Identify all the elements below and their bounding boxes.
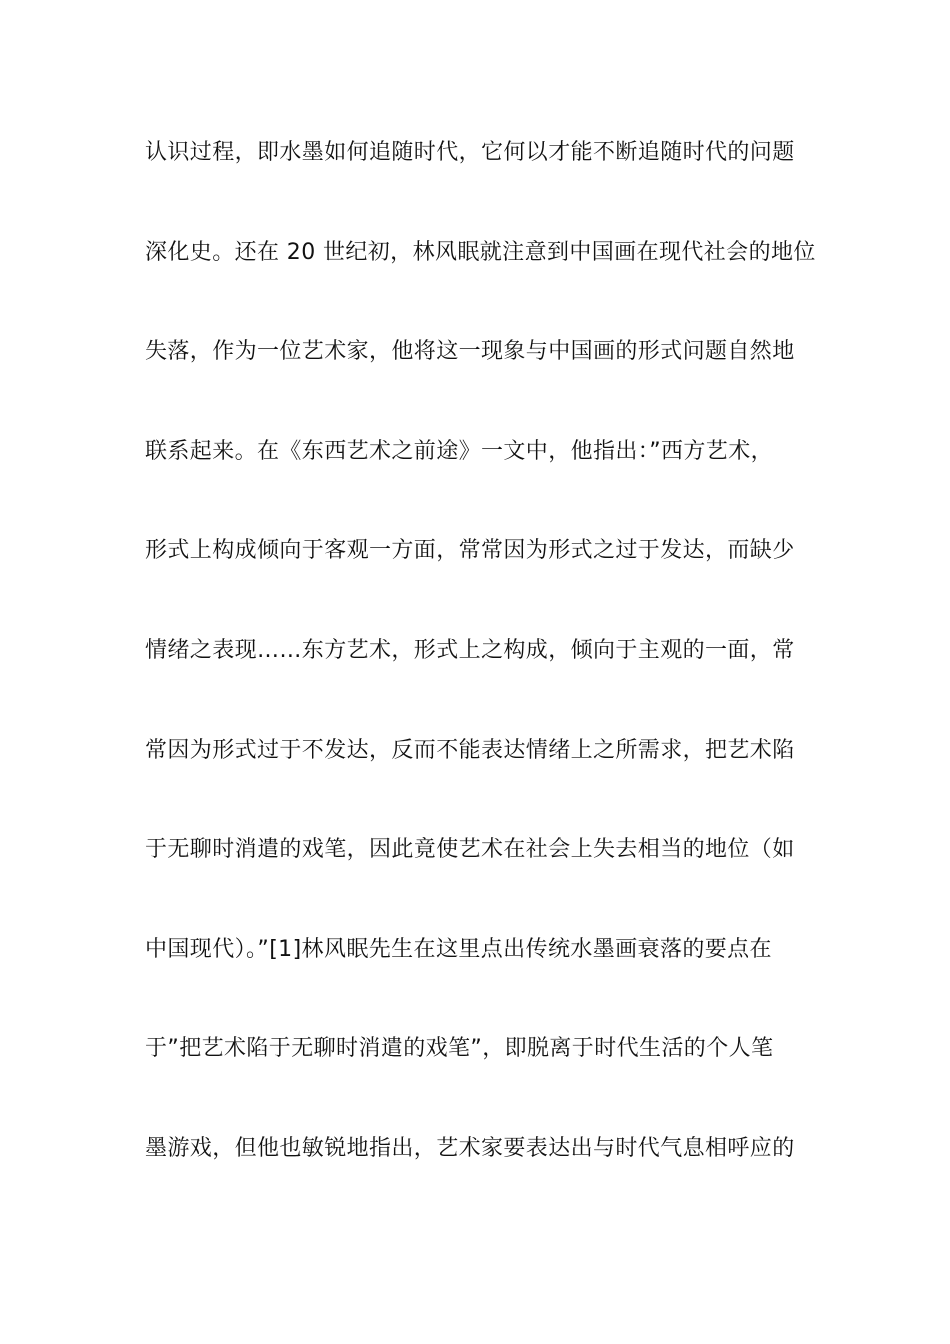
text-line-11: 墨游戏，但他也敏锐地指出，艺术家要表达出与时代气息相呼应的 [145,1135,795,1161]
text-line-3: 失落，作为一位艺术家，他将这一现象与中国画的形式问题自然地 [145,339,795,365]
text-line-4: 联系起来。在《东西艺术之前途》一文中，他指出：”西方艺术， [145,438,773,464]
text-line-6: 情绪之表现……东方艺术，形式上之构成，倾向于主观的一面，常 [145,637,795,663]
text-line-9: 中国现代）。”[1]林风眠先生在这里点出传统水墨画衰落的要点在 [145,936,772,962]
text-line-10: 于”把艺术陷于无聊时消遣的戏笔”，即脱离于时代生活的个人笔 [145,1036,774,1062]
text-line-2: 深化史。还在 20 世纪初，林风眠就注意到中国画在现代社会的地位 [145,239,816,265]
text-line-7: 常因为形式过于不发达，反而不能表达情绪上之所需求，把艺术陷 [145,737,795,763]
body-text [145,128,816,1224]
text-line-5: 形式上构成倾向于客观一方面，常常因为形式之过于发达，而缺少 [145,538,795,564]
text-line-8: 于无聊时消遣的戏笔，因此竟使艺术在社会上失去相当的地位（如 [145,837,795,863]
text-line-1: 认识过程，即水墨如何追随时代，它何以才能不断追随时代的问题 [145,140,795,165]
